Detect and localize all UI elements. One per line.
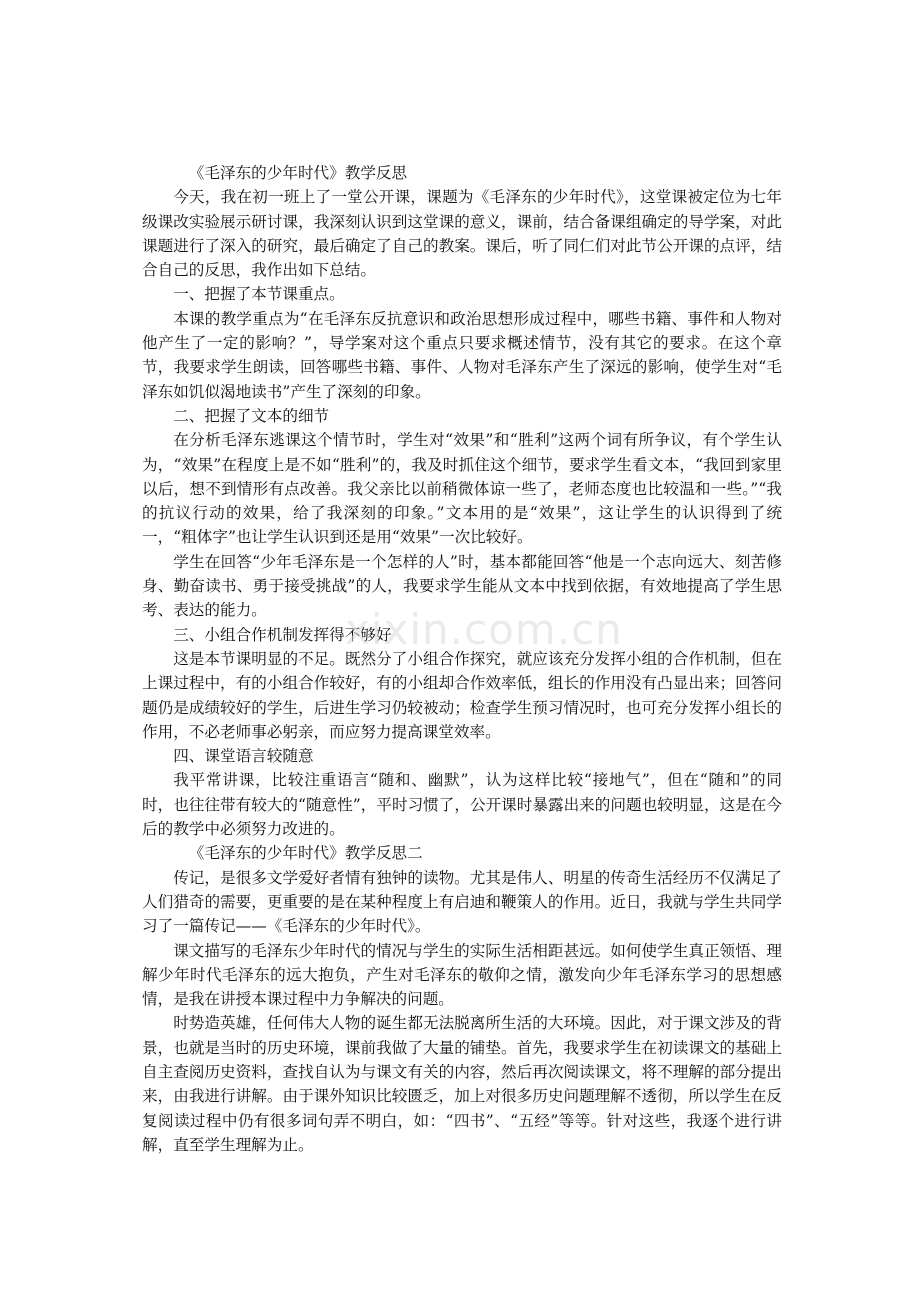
- paragraph: 传记，是很多文学爱好者情有独钟的读物。尤其是伟人、明星的传奇生活经历不仅满足了人们猎奇的需要，更重要的是在某种程度上有启迪和鞭策人的作用。近日，我就与学生共同学习了一篇传记——《毛泽东的少年时代》。: [142, 868, 782, 936]
- paragraph: 我平常讲课，比较注重语言“随和、幽默”，认为这样比较“接地气”，但在“随和”的同时，也往往带有较大的“随意性”，平时习惯了，公开课时暴露出来的问题也较明显，这是在今后的教学中必须努力改进的。: [142, 771, 782, 839]
- document-subtitle: 《毛泽东的少年时代》教学反思二: [188, 844, 423, 863]
- paragraph: 本课的教学重点为“在毛泽东反抗意识和政治思想形成过程中，哪些书籍、事件和人物对他产生了一定的影响？”，导学案对这个重点只要求概述情节，没有其它的要求。在这个章节，我要求学生朗读，回答哪些书籍、事件、人物对毛泽东产生了深远的影响，使学生对“毛泽东如饥似渴地读书”产生了深刻的印象。: [142, 309, 782, 401]
- paragraph: 时势造英雄，任何伟大人物的诞生都无法脱离所生活的大环境。因此，对于课文涉及的背景，也就是当时的历史环境，课前我做了大量的铺垫。首先，我要求学生在初读课文的基础上自主查阅历史资料，查找自认为与课文有关的内容，然后再次阅读课文，将不理解的部分提出来，由我进行讲解。由于课外知识比较匮乏，加上对很多历史问题理解不透彻，所以学生在反复阅读过程中仍有很多词句弄不明白，如：“四书”、“五经”等等。针对这些，我逐个进行讲解，直至学生理解为止。: [142, 1014, 782, 1154]
- paragraph: 在分析毛泽东逃课这个情节时，学生对“效果”和“胜利”这两个词有所争议，有个学生认为，“效果”在程度上是不如“胜利”的，我及时抓住这个细节，要求学生看文本，“我回到家里以后，想不到情形有点改善。我父亲比以前稍微体谅一些了，老师态度也比较温和一些。”“我的抗议行动的效果，给了我深刻的印象。”文本用的是“效果”，这让学生的认识得到了统一，“粗体字”也让学生认识到还是用“效果”一次比较好。: [142, 431, 782, 547]
- section-heading: 一、把握了本节课重点。: [173, 285, 345, 304]
- document-body: [142, 161, 782, 1157]
- section-heading: 二、把握了文本的细节: [173, 406, 330, 425]
- paragraph: 今天，我在初一班上了一堂公开课，课题为《毛泽东的少年时代》，这堂课被定位为七年级课改实验展示研讨课，我深刻认识到这堂课的意义，课前，结合备课组确定的导学案，对此课题进行了深入的研究，最后确定了自己的教案。课后，听了同仁们对此节公开课的点评，结合自己的反思，我作出如下总结。: [142, 188, 782, 280]
- paragraph: 学生在回答“少年毛泽东是一个怎样的人”时，基本都能回答“他是一个志向远大、刻苦修身、勤奋读书、勇于接受挑战”的人，我要求学生能从文本中找到依据，有效地提高了学生思考、表达的能力。: [142, 552, 782, 620]
- section-heading: 三、小组合作机制发挥得不够好: [173, 625, 392, 644]
- watermark: xixin.com.cn: [345, 605, 623, 654]
- section-heading: 四、课堂语言较随意: [173, 747, 314, 766]
- paragraph: 课文描写的毛泽东少年时代的情况与学生的实际生活相距甚远。如何使学生真正领悟、理解少年时代毛泽东的远大抱负，产生对毛泽东的敬仰之情，激发向少年毛泽东学习的思想感情，是我在讲授本课过程中力争解决的问题。: [142, 941, 782, 1009]
- paragraph: 这是本节课明显的不足。既然分了小组合作探究，就应该充分发挥小组的合作机制，但在上课过程中，有的小组合作较好，有的小组却合作效率低，组长的作用没有凸显出来；回答问题仍是成绩较好的学生，后进生学习仍较被动；检查学生预习情况时，也可充分发挥小组长的作用，不必老师事必躬亲，而应努力提高课堂效率。: [142, 649, 782, 741]
- document-title: 《毛泽东的少年时代》教学反思: [188, 164, 408, 182]
